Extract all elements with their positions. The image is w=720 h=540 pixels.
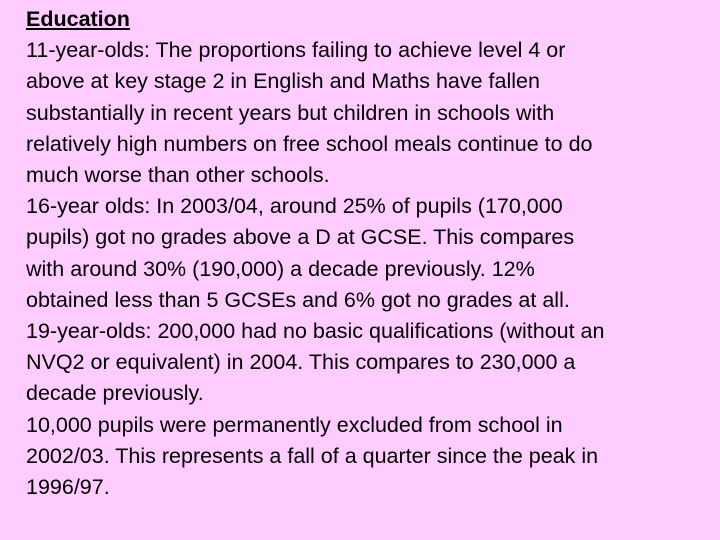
text-line: relatively high numbers on free school meals continue to do: [26, 131, 593, 156]
text-line: 16-year olds: In 2003/04, around 25% of pupils (170,000: [26, 194, 563, 219]
text-line: 2002/03. This represents a fall of a quarter since the peak in: [26, 443, 599, 468]
text-line: decade previously.: [26, 381, 204, 406]
text-line: 10,000 pupils were permanently excluded from school in: [26, 412, 563, 437]
text-line: with around 30% (190,000) a decade previously. 12%: [26, 256, 535, 281]
text-line: 11-year-olds: The proportions failing to achieve level 4 or: [26, 38, 566, 63]
text-line: pupils) got no grades above a D at GCSE. This compares: [26, 225, 575, 250]
slide-body: [26, 4, 720, 503]
text-line: obtained less than 5 GCSEs and 6% got no grades at all.: [26, 287, 570, 312]
slide-title: Education: [26, 7, 130, 31]
text-line: much worse than other schools.: [26, 163, 330, 188]
text-line: NVQ2 or equivalent) in 2004. This compares to 230,000 a: [26, 350, 576, 375]
text-line: 1996/97.: [26, 475, 110, 500]
text-line: substantially in recent years but children in schools with: [26, 100, 555, 125]
text-line: above at key stage 2 in English and Maths have fallen: [26, 69, 540, 94]
text-line: 19-year-olds: 200,000 had no basic qualifications (without an: [26, 319, 605, 344]
